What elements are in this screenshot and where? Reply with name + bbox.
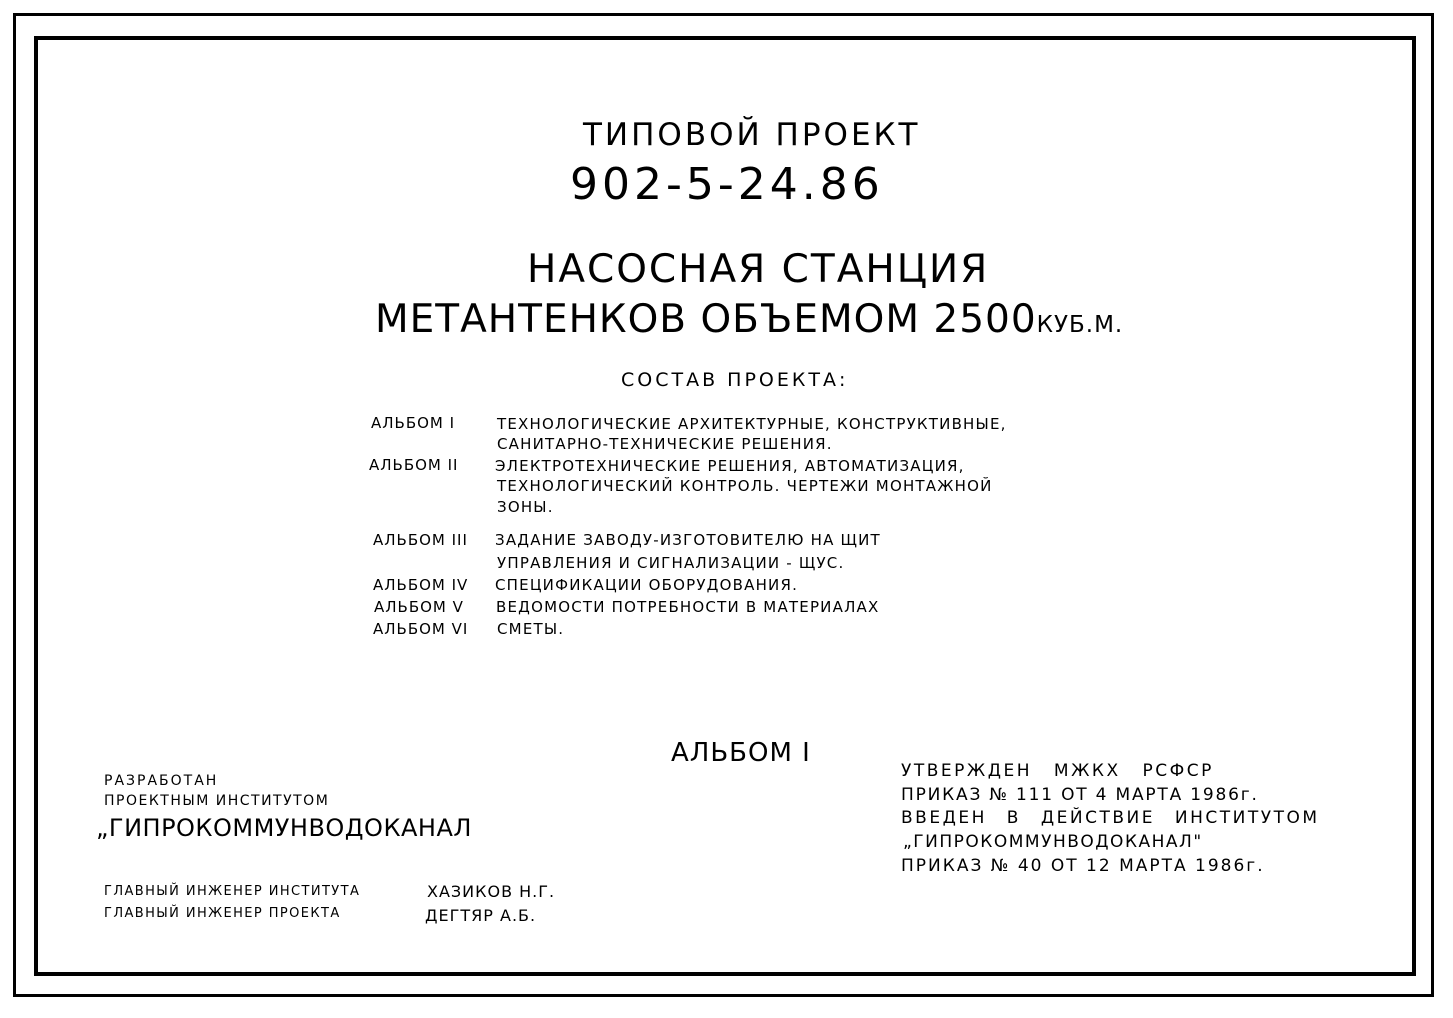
album-label: АЛЬБОМ II xyxy=(369,456,459,474)
album-description-line: САНИТАРНО-ТЕХНИЧЕСКИЕ РЕШЕНИЯ. xyxy=(497,435,833,453)
developer-line-1: РАЗРАБОТАН xyxy=(104,773,219,789)
current-album-label: АЛЬБОМ I xyxy=(671,738,811,768)
album-description-line: ВЕДОМОСТИ ПОТРЕБНОСТИ В МАТЕРИАЛАХ xyxy=(496,598,880,616)
project-name-line-2 xyxy=(375,297,1124,342)
album-description-line: ЗОНЫ. xyxy=(497,498,554,516)
album-label: АЛЬБОМ IV xyxy=(373,576,469,594)
project-type-label: ТИПОВОЙ ПРОЕКТ xyxy=(583,117,921,153)
project-name-main: МЕТАНТЕНКОВ ОБЪЕМОМ 2500 xyxy=(375,297,1037,342)
signature-role: ГЛАВНЫЙ ИНЖЕНЕР ПРОЕКТА xyxy=(104,906,341,921)
project-name-line-1: НАСОСНАЯ СТАНЦИЯ xyxy=(527,247,990,292)
developer-organization: „ГИПРОКОММУНВОДОКАНАЛ xyxy=(96,814,472,842)
album-label: АЛЬБОМ V xyxy=(374,598,464,616)
signature-name: ХАЗИКОВ Н.Г. xyxy=(427,882,556,901)
signature-name: ДЕГТЯР А.Б. xyxy=(425,906,537,925)
approval-line: ВВЕДЕН В ДЕЙСТВИЕ ИНСТИТУТОМ xyxy=(901,808,1320,828)
composition-heading: СОСТАВ ПРОЕКТА: xyxy=(621,369,849,391)
album-description-line: ЗАДАНИЕ ЗАВОДУ-ИЗГОТОВИТЕЛЮ НА ЩИТ xyxy=(495,531,881,549)
album-description-line: ТЕХНОЛОГИЧЕСКИЕ АРХИТЕКТУРНЫЕ, КОНСТРУКТИВНЫЕ, xyxy=(497,415,1007,433)
album-description-line: УПРАВЛЕНИЯ И СИГНАЛИЗАЦИИ - ЩУС. xyxy=(497,554,845,572)
approval-line: УТВЕРЖДЕН МЖКХ РСФСР xyxy=(901,761,1214,781)
album-label: АЛЬБОМ VI xyxy=(373,620,469,638)
developer-line-2: ПРОЕКТНЫМ ИНСТИТУТОМ xyxy=(104,793,330,809)
album-description-line: СМЕТЫ. xyxy=(497,620,565,638)
album-description-line: СПЕЦИФИКАЦИИ ОБОРУДОВАНИЯ. xyxy=(495,576,799,594)
approval-line: ПРИКАЗ № 111 ОТ 4 МАРТА 1986г. xyxy=(901,785,1259,805)
approval-line: ПРИКАЗ № 40 ОТ 12 МАРТА 1986г. xyxy=(901,856,1265,876)
album-description-line: ТЕХНОЛОГИЧЕСКИЙ КОНТРОЛЬ. ЧЕРТЕЖИ МОНТАЖНОЙ xyxy=(497,477,993,495)
project-name-unit: КУБ.М. xyxy=(1036,312,1124,338)
album-description-line: ЭЛЕКТРОТЕХНИЧЕСКИЕ РЕШЕНИЯ, АВТОМАТИЗАЦИЯ, xyxy=(495,457,965,475)
project-number: 902-5-24.86 xyxy=(570,159,884,210)
approval-line: „ГИПРОКОММУНВОДОКАНАЛ" xyxy=(903,832,1203,852)
album-label: АЛЬБОМ III xyxy=(373,531,468,549)
album-label: АЛЬБОМ I xyxy=(371,414,456,432)
signature-role: ГЛАВНЫЙ ИНЖЕНЕР ИНСТИТУТА xyxy=(104,884,361,899)
